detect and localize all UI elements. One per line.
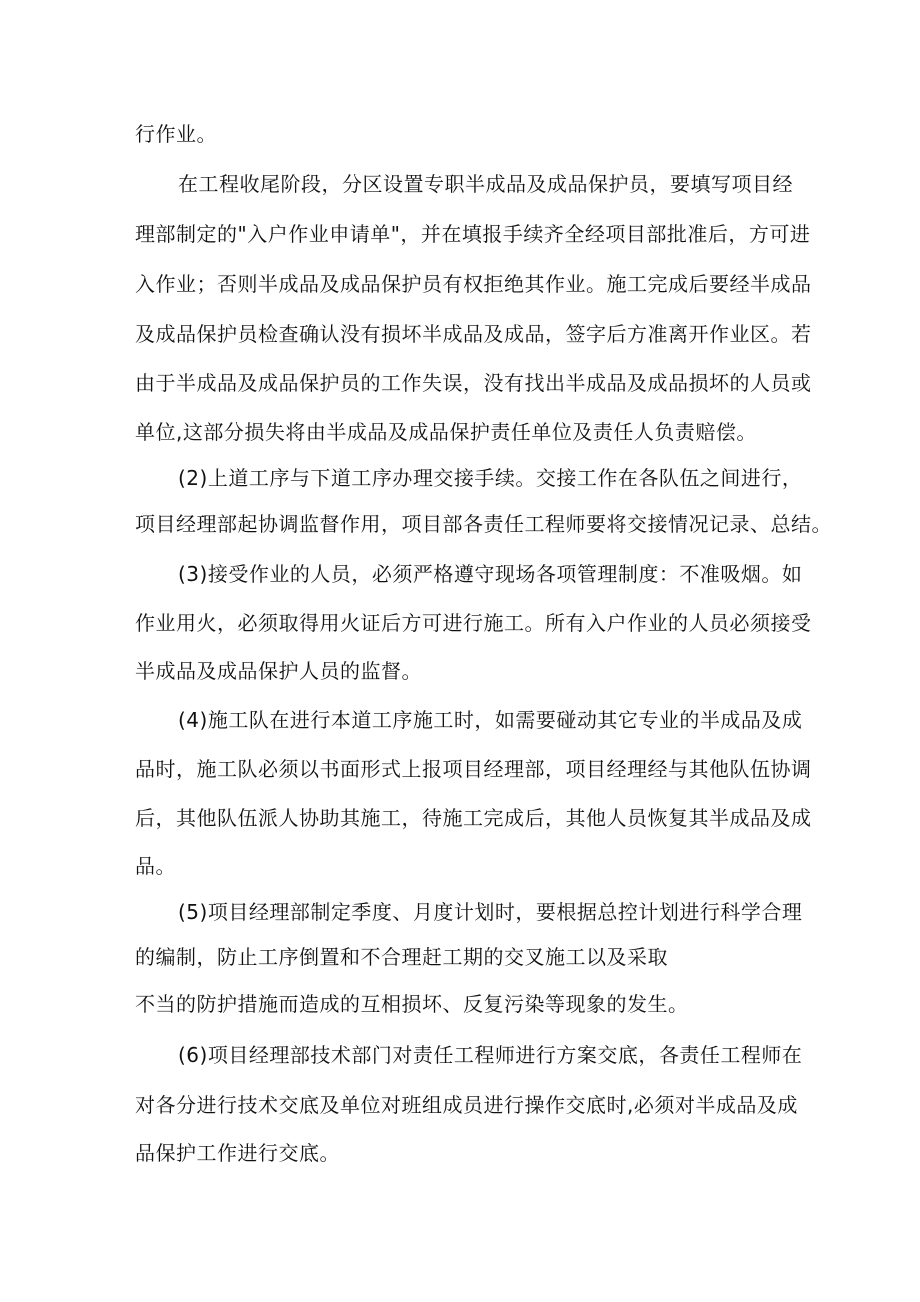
text-line: 品时，施工队必须以书面形式上报项目经理部，项目经理经与其他队伍协调	[135, 757, 812, 781]
paragraph-start: (2)上道工序与下道工序办理交接手续。交接工作在各队伍之间进行，	[178, 466, 803, 490]
text-line: 由于半成品及成品保护员的工作失误，没有找出半成品及成品损坏的人员或	[135, 371, 812, 395]
text-line: 行作业。	[135, 122, 217, 146]
text-line: 不当的防护措施而造成的互相损坏、反复污染等现象的发生。	[135, 992, 689, 1016]
paragraph-start: (4)施工队在进行本道工序施工时，如需要碰动其它专业的半成品及成	[178, 708, 803, 732]
text-line: 对各分进行技术交底及单位对班组成员进行操作交底时,必须对半成品及成	[135, 1093, 798, 1117]
text-line: 半成品及成品保护人员的监督。	[135, 659, 422, 683]
text-line: 项目经理部起协调监督作用，项目部各责任工程师要将交接情况记录、总结。	[135, 512, 832, 536]
text-line: 品。	[135, 854, 176, 878]
text-line: 的编制，防止工序倒置和不合理赶工期的交叉施工以及采取	[135, 945, 668, 969]
text-line: 品保护工作进行交底。	[135, 1141, 340, 1165]
text-line: 单位,这部分损失将由半成品及成品保护责任单位及责任人负责赔偿。	[135, 420, 757, 444]
text-line: 后，其他队伍派人协助其施工，待施工完成后，其他人员恢复其半成品及成	[135, 806, 812, 830]
paragraph-start: 在工程收尾阶段，分区设置专职半成品及成品保护员，要填写项目经	[178, 172, 793, 196]
text-line: 入作业；否则半成品及成品保护员有权拒绝其作业。施工完成后要经半成品	[135, 272, 812, 296]
text-line: 理部制定的"入户作业申请单"，并在填报手续齐全经项目部批准后，方可进	[135, 222, 811, 246]
text-line: 及成品保护员检查确认没有损坏半成品及成品，签字后方准离开作业区。若	[135, 322, 812, 346]
paragraph-start: (3)接受作业的人员，必须严格遵守现场各项管理制度：不准吸烟。如	[178, 562, 803, 586]
text-line: 作业用火，必须取得用火证后方可进行施工。所有入户作业的人员必须接受	[135, 611, 812, 635]
paragraph-start: (6)项目经理部技术部门对责任工程师进行方案交底，各责任工程师在	[178, 1043, 803, 1067]
paragraph-start: (5)项目经理部制定季度、月度计划时，要根据总控计划进行科学合理	[178, 900, 803, 924]
